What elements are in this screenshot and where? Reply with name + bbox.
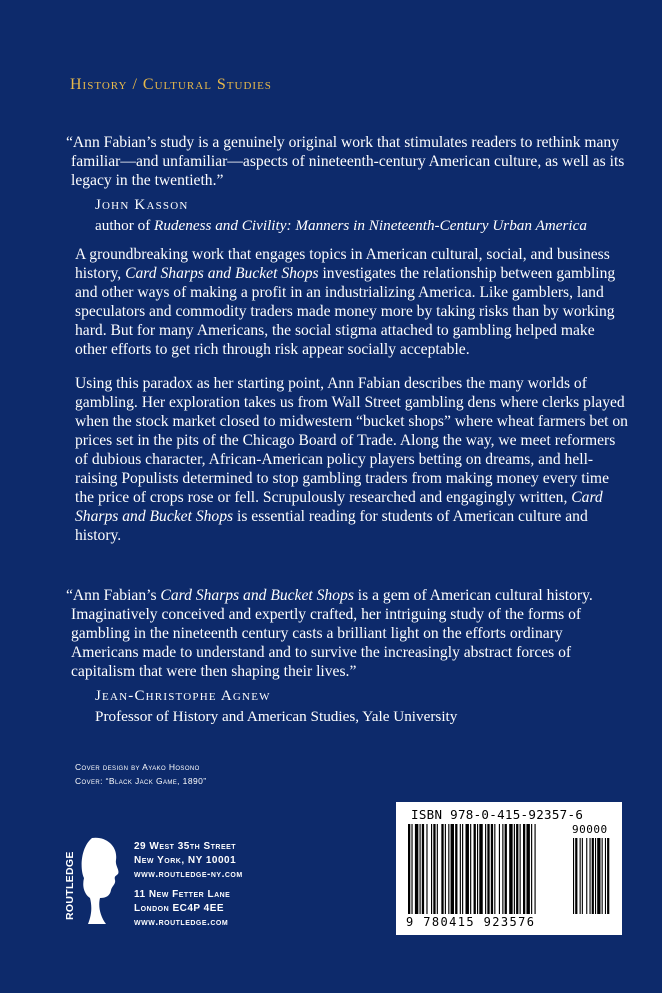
quote2-author: Jean-Christophe Agnew (95, 688, 271, 704)
p2-text-a: Using this paradox as her starting point, Ann Fabian describes the many worlds of gambling. Her exploration takes us from Wall Street gambling dens where clerks played when the stock market closed to midwestern “bucket shops” where wheat farmers bet on prices set in the pits of the Chicago Board of Trade. Along the way, we meet reformers of dubious character, African-American policy players betting on dreams, and hell-raising Populists determined to stop gambling traders from making money every time the price of crops rose or fell. Scrupulously researched and engagingly written, (75, 375, 628, 506)
p2-book-title: Card Sharps and Bucket Shops (75, 489, 603, 525)
barcode-bar (477, 824, 478, 914)
ny-street: 29 West 35th Street (134, 841, 237, 852)
description-paragraph-1 (75, 245, 630, 359)
barcode-bar (526, 824, 529, 914)
isbn-text: ISBN 978-0-415-92357-6 (411, 807, 584, 822)
barcode-bar (415, 824, 418, 914)
barcode-bar (441, 824, 443, 914)
barcode-bar (470, 824, 471, 914)
barcode-addon-bar (582, 838, 583, 914)
barcode-addon-bar (580, 838, 581, 914)
barcode-bar (420, 824, 421, 914)
london-city: London EC4P 4EE (134, 903, 225, 914)
barcode-addon-bar (586, 838, 587, 914)
barcode-bar (448, 824, 449, 914)
barcode-addon-digits: 90000 (572, 823, 608, 836)
barcode-addon-bar (575, 838, 577, 914)
barcode-bar (474, 824, 476, 914)
barcode-bar (531, 824, 532, 914)
barcode-bar (516, 824, 518, 914)
barcode-bar (411, 824, 412, 914)
q2-book-title: Card Sharps and Bucket Shops (160, 587, 354, 604)
quote-author-title (95, 216, 626, 235)
barcode-addon-bar (573, 838, 574, 914)
category-label: History / Cultural Studies (70, 76, 272, 93)
barcode-bar (485, 824, 486, 914)
barcode-addon-bar (605, 838, 606, 914)
london-website: www.routledge.com (134, 917, 229, 928)
quote2-author-title: Professor of History and American Studies, Yale University (95, 708, 458, 725)
publisher-name: ROUTLEDGE (64, 851, 76, 920)
ny-website: www.routledge-ny.com (134, 869, 243, 880)
barcode-bar (491, 824, 493, 914)
barcode-addon-bar (590, 838, 591, 914)
barcode-bar (505, 824, 507, 914)
barcode-bars (408, 824, 613, 916)
barcode-bar (520, 824, 521, 914)
ny-city: New York, NY 10001 (134, 855, 237, 866)
barcode-bar (523, 824, 525, 914)
barcode-bar (445, 824, 446, 914)
quote2-text (66, 586, 626, 681)
publisher-address (134, 840, 243, 930)
barcode-bar (479, 824, 482, 914)
p1-text-b: investigates the relationship between gambling and other ways of making a profit in an industrializing America. Like gamblers, land speculators and commodity traders made money more by taking risks than by working hard. But for many Americans, the social stigma attached to gambling helped make other efforts to get rich through risk appear socially acceptable. (75, 265, 616, 358)
p1-text-a: A groundbreaking work that engages topics in American cultural, social, and business history, (75, 246, 610, 282)
quote-text: “Ann Fabian’s study is a genuinely original work that stimulates readers to rethink many familiar—and unfamiliar—aspects of nineteenth-century American culture, as well as its legacy in the twentieth.” (66, 134, 625, 189)
barcode-bar (433, 824, 435, 914)
barcode-digits: 9 780415 923576 (406, 915, 536, 929)
barcode-bar (455, 824, 457, 914)
barcode-addon-bar (592, 838, 594, 914)
barcode-bar (462, 824, 463, 914)
description-paragraph-2 (75, 374, 630, 545)
publisher-name-wrap (64, 844, 78, 924)
barcode-bar (494, 824, 495, 914)
isbn-barcode (396, 802, 622, 935)
title-book: Rudeness and Civility: Manners in Nineteenth-Century Urban America (154, 217, 587, 234)
barcode-bar (535, 824, 536, 914)
barcode-bar (426, 824, 427, 914)
barcode-bar (437, 824, 438, 914)
barcode-bar (422, 824, 424, 914)
barcode-addon-bar (602, 838, 603, 914)
london-street: 11 New Fetter Lane (134, 889, 231, 900)
barcode-bar (408, 824, 410, 914)
barcode-bar (509, 824, 512, 914)
barcode-bar (460, 824, 461, 914)
cover-credits (75, 760, 206, 788)
quote-author: John Kasson (95, 197, 189, 213)
q2-text-b: is a gem of American cultural history. Imaginatively conceived and expertly crafted, her intriguing study of the forms of gambling in the nineteenth century casts a brilliant light on the efforts ordinary Americans made to understand and to survive the increasingly abstract forces of capitalism that were then shaping their lives.” (71, 587, 593, 680)
p1-book-title: Card Sharps and Bucket Shops (125, 265, 319, 282)
kasson-quote (66, 133, 626, 235)
agnew-quote (66, 586, 626, 726)
barcode-bar (451, 824, 454, 914)
barcode-addon-bar (595, 838, 596, 914)
p2-text-b: is essential reading for students of American culture and history. (75, 508, 588, 544)
barcode-bar (499, 824, 500, 914)
barcode-bar (487, 824, 489, 914)
barcode-bar (431, 824, 432, 914)
barcode-addon-bar (597, 838, 600, 914)
barcode-bar (466, 824, 469, 914)
routledge-logo (66, 836, 126, 926)
q2-text-a: “Ann Fabian’s (66, 587, 161, 604)
design-credit: Cover design by Ayako Hosono (75, 762, 200, 772)
barcode-addon-bar (607, 838, 609, 914)
barcode-bar (502, 824, 503, 914)
barcode-bar (514, 824, 515, 914)
title-prefix: author of (95, 217, 155, 234)
cover-art-credit: Cover: “Black Jack Game, 1890” (75, 776, 207, 786)
